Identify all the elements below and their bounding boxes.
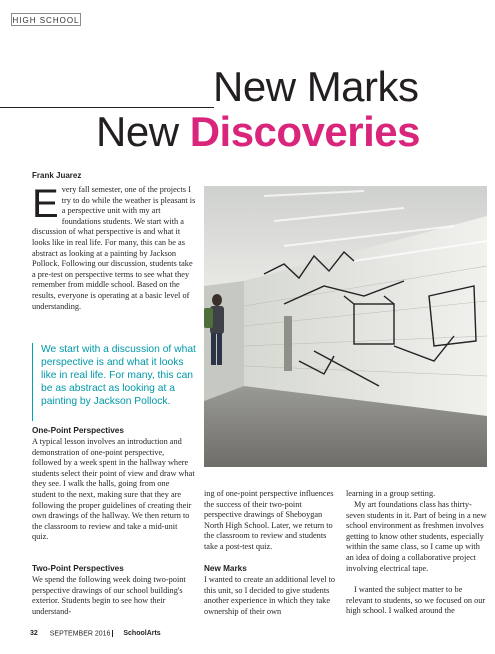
intro-text: very fall semester, one of the projects I try to do while the weather is pleasant is a perspective unit with my art foundations students. We start with a discussion of what perspective is and what it looks like in real life. For many, this can be as abstract as looking at a painting by Jackson Pollock. Following our discussion, students take a pre-test on perspective terms to see what they remember from middle school. Based on the results, everyone is operating at a basic level of understanding. bbox=[32, 185, 196, 311]
heading-new-marks: New Marks bbox=[204, 564, 247, 573]
two-point-paragraph: We spend the following week doing two-point perspective drawings of our school building's exterior. Students begin to see how their understand- bbox=[32, 575, 186, 616]
new-marks-paragraph: I wanted to create an additional level to this unit, so I decided to give students another experience in which they take ownership of their own bbox=[204, 575, 336, 616]
title-accent-word: Discoveries bbox=[189, 108, 421, 155]
issue-date: SEPTEMBER 2016 bbox=[49, 630, 111, 638]
heading-one-point: One-Point Perspectives bbox=[32, 426, 124, 435]
page-number: 32 bbox=[30, 630, 38, 638]
footer-divider bbox=[112, 630, 113, 637]
column3-paragraph-3: I wanted the subject matter to be relevant to students, so we focused on our high school. I walked around the bbox=[346, 585, 486, 616]
hallway-photo bbox=[204, 186, 487, 467]
pull-quote: We start with a discussion of what perspective is and what it looks like in real life. For many, this can be as abstract as looking at a painting by Jackson Pollock. bbox=[32, 343, 197, 421]
intro-paragraph bbox=[32, 182, 197, 312]
section-tag: HIGH SCHOOL bbox=[11, 13, 81, 26]
drop-cap: E bbox=[32, 182, 59, 226]
author-byline: Frank Juarez bbox=[32, 171, 82, 180]
column3-paragraph-2: My art foundations class has thirty-seven students in it. Part of being in a new school environment as freshmen involves getting to know other students, especially within the same class, so I came up with an idea of doing a collaborative project involving electrical tape. bbox=[346, 500, 487, 573]
page-title-line2 bbox=[96, 109, 486, 155]
heading-two-point: Two-Point Perspectives bbox=[32, 564, 124, 573]
title-plain-word: New bbox=[96, 108, 190, 155]
column2-paragraph: ing of one-point perspective influences the success of their two-point perspective drawings of Sheboygan North High School. Later, we return to the classroom to review and students take a post-test quiz. bbox=[204, 489, 334, 551]
one-point-paragraph: A typical lesson involves an introduction and demonstration of one-point perspective, followed by a week spent in the hallway where students select their point of view and draw what they see. I walk the halls, going from one student to the next, making sure that they are following the proper guidelines of creating their own drawings of the hallway. We then return to the classroom to review and take a mid-unit quiz. bbox=[32, 437, 195, 542]
page-title-line1: New Marks bbox=[213, 63, 419, 110]
column3-paragraph-1: learning in a group setting. bbox=[346, 489, 436, 498]
page-footer bbox=[30, 630, 161, 637]
magazine-name: SchoolArts bbox=[123, 630, 161, 638]
